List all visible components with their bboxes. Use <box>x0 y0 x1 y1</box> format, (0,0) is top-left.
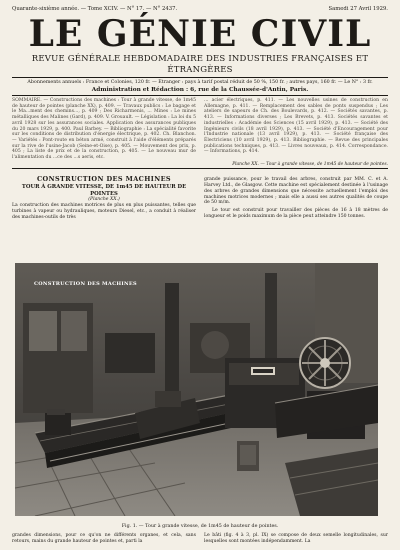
masthead-subtitle: REVUE GÉNÉRALE HEBDOMADAIRE DES INDUSTRIES FRANÇAISES ET ÉTRANGÈRES <box>31 54 369 75</box>
plate-credit: Planche XX. — Tour à grande vitesse, de 1m45 de hauteur de pointes. <box>232 161 388 167</box>
summary-right: ... acier électriques, p. 411. — Les nouvelles usines de construction en Allemagne, p. 411. — Remplacement des sables de ponts suspendus ; Les ateliers de sapeurs de Ch. des Boulevards, p. 412. — Sociétés savantes, p. 413. — Informations diverses ; Les Brevets, p. 413. Sociétés savantes et industrielles : Académie des Sciences (15 avril 1929), p. 413. — Société des Ingénieurs civils (18 avril 1929), p. 413. — Société d'Encouragement pour l'Industrie nationale (13 avril 1929), p. 413. — Société française des Électriciens (10 avril 1929), p. 413. Bibliographie. — Revue des principales publications techniques, p. 413. — Livres nouveaux, p. 414. Correspondance. — Informations, p. 414. <box>204 98 388 155</box>
administration-address: Administration et Rédaction : 6, rue de la Chaussée-d'Antin, Paris. <box>91 87 309 93</box>
article-bottom <box>12 533 388 544</box>
article-continuation: grande puissance, pour le travail des arbres, construit par MM. C. et A. Harvey Ltd., de Glasgow. Cette machine est spécialement destinée à l'usinage des arbres de grandes dimensions que nécessite actuellement l'emploi des machines motrices modernes ; mais elle a aussi ses autres qualités de coupe de 50 m/m. <box>204 177 388 206</box>
issue-line <box>12 6 388 13</box>
divider <box>12 77 388 78</box>
plate-reference: (Planche XX.) <box>88 197 120 203</box>
section-heading: CONSTRUCTION DES MACHINES <box>36 175 172 184</box>
summary-block <box>12 98 388 161</box>
plate-heading: CONSTRUCTION DES MACHINES <box>34 281 137 287</box>
divider <box>12 168 388 169</box>
bottom-right-text: Le bâti (fig. 4 à 3, pl. IX) se compose de deux semelle longitudinales, sur lesquelles sont montées indépendamment. La <box>204 533 388 544</box>
divider <box>12 95 388 96</box>
masthead-title: LE GÉNIE CIVIL <box>28 13 372 55</box>
issue-date: Samedi 27 Avril 1929. <box>328 6 388 12</box>
bottom-left-text: grandes dimensions, pour ce qu'on ne différents organes, et cela, sans retours, mains du grande hauteur de pointes et, parti la <box>12 533 196 544</box>
summary-left: SOMMAIRE. — Constructions des machines : Tour à grande vitesse, de 1m45 de hauteur de pointes (planche XX), p. 409. — Travaux publics : Le bagage et le Ma...ment des chemins..., p. 409 ; Des Richarmenis, ... Mines : Le mines métalliques des Malines (Gard), p. 409. V. Grouault. — Législation : La loi du 5 avril 1928 sur les assurances sociales. Application des assurances publiques du 20 mars 1929, p. 400. Paul Barbey. — Bibliographie : La spécialité favorite sur les conditions de distribution d'énergie électrique, p. 402. Ch. Blanchon. — Variétés : Pont-route en béton armé, construit à l'aide d'éléments préparés sur la rive de l'usine-Jacob (Seine-et-Oise), p. 405. — Mouvement des prix, p. 405 ; La liste de prix et de la construction, p. 405. — Le nouveau mur de l'alimentation du ...ce des ...s aeris, etc. <box>12 98 196 161</box>
article-start <box>12 171 388 220</box>
article-intro: La construction des machines motrices de plus en plus puissantes, telles que turbines à vapeur ou hydrauliques, moteurs Diesel, etc., a conduit à réaliser des machines-outils de très <box>12 203 196 220</box>
edition-info: Quarante-sixième année. — Tome XCIV. — N° 17. — N° 2437. <box>12 6 178 12</box>
article-continuation-2: Le tour est construit pour travailler des pièces de 16 à 18 mètres de longueur et le poids maximum de la pièce peut atteindre 150 tonnes. <box>204 207 388 219</box>
subscription-info: Abonnements annuels : France et Colonies, 120 fr. — Étranger : pays à tarif postal réduit de 50 %, 150 fr. ; autres pays, 160 fr. — Le N° : 3 fr. <box>27 80 373 85</box>
article-title: TOUR À GRANDE VITESSE, DE 1m45 DE HAUTEUR DE POINTES <box>21 184 187 197</box>
figure-caption: Fig. 1. — Tour à grande vitesse, de 1m45 de hauteur de pointes. <box>121 524 279 529</box>
lathe-photograph <box>15 263 378 516</box>
